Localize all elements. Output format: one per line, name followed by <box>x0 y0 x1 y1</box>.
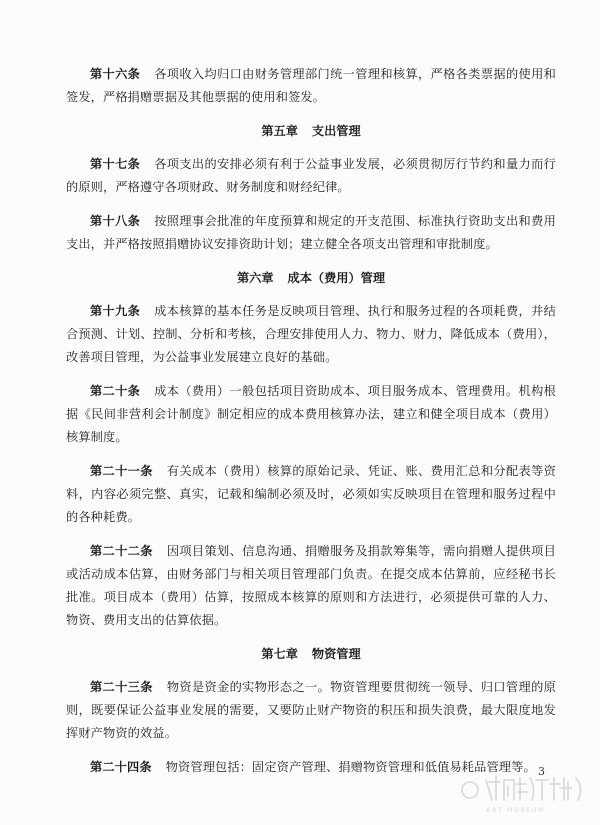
chapter-title: 支出管理 <box>311 124 361 138</box>
article-number: 第二十三条 <box>90 680 153 694</box>
article-22 <box>66 540 556 632</box>
chapter-title: 成本（费用）管理 <box>287 271 386 285</box>
museum-seal-icon <box>462 776 581 800</box>
article-16 <box>66 63 556 109</box>
chapter-6-heading <box>66 267 556 290</box>
museum-watermark-logo <box>456 770 596 816</box>
article-19 <box>66 300 556 369</box>
chapter-5-heading <box>66 120 556 143</box>
article-text: 物资是资金的实物形态之一。物资管理要贯彻统一领导、归口管理的原则，既要保证公益事业发展的需要，又要防止财产物资的积压和损失浪费，最大限度地发挥财产物资的效益。 <box>66 680 556 740</box>
article-text: 因项目策划、信息沟通、捐赠服务及捐款筹集等，需向捐赠人提供项目或活动成本估算，由财务部门与相关项目管理部门负责。在提交成本估算前，应经秘书长批准。项目成本（费用）估算，按照成本核算的原则和方法进行，必须提供可靠的人力、物资、费用支出的估算依据。 <box>66 544 556 627</box>
article-text: 成本（费用）一般包括项目资助成本、项目服务成本、管理费用。机构根据《民间非营利会计制度》制定相应的成本费用核算办法，建立和健全项目成本（费用）核算制度。 <box>66 384 556 444</box>
article-number: 第十九条 <box>90 304 141 318</box>
chapter-title: 物资管理 <box>311 647 361 661</box>
article-20 <box>66 380 556 449</box>
page-number: 3 <box>538 765 545 778</box>
chapter-number: 第七章 <box>261 647 298 661</box>
article-number: 第十六条 <box>90 67 141 81</box>
article-text: 各项支出的安排必须有利于公益事业发展，必须贯彻厉行节约和量力而行的原则，严格遵守各项财政、财务制度和财经纪律。 <box>66 157 556 194</box>
article-text: 成本核算的基本任务是反映项目管理、执行和服务过程的各项耗费，并结合预测、计划、控制、分析和考核，合理安排使用人力、物力、财力，降低成本（费用），改善项目管理，为公益事业发展建立良好的基础。 <box>66 304 556 364</box>
article-number: 第二十条 <box>90 384 141 398</box>
article-text: 物资管理包括：固定资产管理、捐赠物资管理和低值易耗品管理等。 <box>165 760 536 774</box>
chapter-number: 第六章 <box>236 271 274 285</box>
article-text: 按照理事会批准的年度预算和规定的开支范围、标准执行资助支出和费用支出，并严格按照捐赠协议安排资助计划；建立健全各项支出管理和审批制度。 <box>66 214 556 251</box>
article-number: 第二十二条 <box>90 544 153 558</box>
chapter-7-heading <box>66 643 556 666</box>
article-text: 有关成本（费用）核算的原始记录、凭证、账、费用汇总和分配表等资料，内容必须完整、真实，记载和编制必须及时，必须如实反映项目在管理和服务过程中的各种耗费。 <box>66 464 556 524</box>
chapter-number: 第五章 <box>261 124 298 138</box>
article-number: 第十七条 <box>90 157 141 171</box>
article-text: 各项收入均归口由财务管理部门统一管理和核算，严格各类票据的使用和签发，严格捐赠票据及其他票据的使用和签发。 <box>66 67 556 104</box>
document-body <box>66 63 556 790</box>
article-23 <box>66 676 556 745</box>
article-number: 第十八条 <box>90 214 141 228</box>
article-number: 第二十一条 <box>90 464 153 478</box>
article-21 <box>66 460 556 529</box>
article-18 <box>66 210 556 256</box>
watermark-text: ART MUSEUM <box>486 806 546 814</box>
article-number: 第二十四条 <box>90 760 152 774</box>
article-17 <box>66 153 556 199</box>
